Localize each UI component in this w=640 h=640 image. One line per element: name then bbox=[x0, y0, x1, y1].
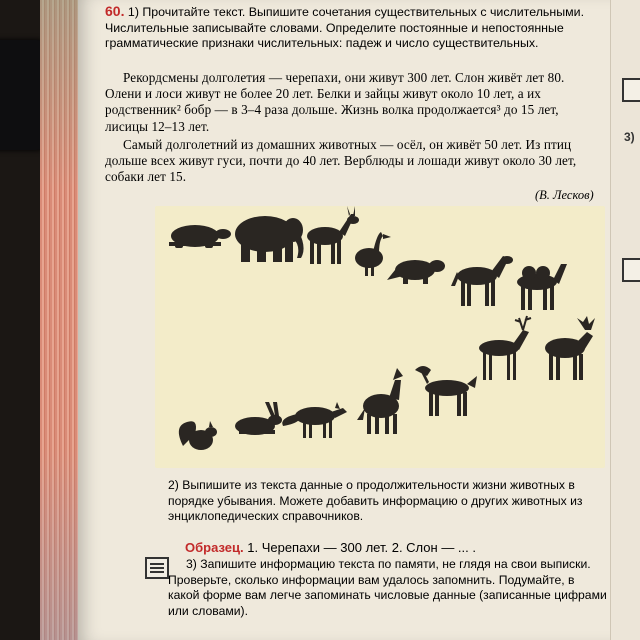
right-page-number: 3) bbox=[624, 130, 635, 144]
camel-icon bbox=[517, 264, 567, 310]
elephant-icon bbox=[235, 216, 304, 262]
story-text bbox=[105, 70, 590, 187]
author: (В. Лесков) bbox=[535, 188, 594, 202]
exercise-number: 60. bbox=[105, 3, 125, 19]
page-edges bbox=[40, 0, 80, 640]
sample-text: 1. Черепахи — 300 лет. 2. Слон — ... . bbox=[247, 540, 476, 555]
exercise-header bbox=[105, 4, 595, 52]
sample-line bbox=[185, 540, 476, 555]
task1-text: 1) Прочитайте текст. Выпишите сочетания существительных с числительными. Числительные записывайте словами. Определите постоянные и непостоянные грамматические признаки числительных: падеж и число существительных. bbox=[105, 5, 585, 50]
turtle-icon bbox=[169, 225, 231, 248]
story-paragraph: Рекордсмены долголетия — черепахи, они живут 300 лет. Слон живёт лет 80. Олени и лоси живут не более 20 лет. Белки и зайцы живут около 10 лет, а их родственник² бобр — в 3–4 раза дольше. Жизнь волка продолжается³ до 15 лет, лисицы 12–13 лет. bbox=[105, 70, 565, 134]
moose-icon bbox=[545, 316, 595, 380]
notebook-icon bbox=[145, 557, 169, 579]
right-page-icon bbox=[622, 78, 640, 102]
wolf-icon bbox=[357, 368, 403, 434]
beaver-icon bbox=[387, 260, 445, 284]
task2-text: 2) Выпишите из текста данные о продолжительности жизни животных в порядке убывания. Можете добавить информацию о других животных из энциклопедических справочников. bbox=[168, 478, 583, 523]
donkey-icon bbox=[307, 206, 359, 264]
goose-icon bbox=[355, 232, 391, 276]
sample-label: Образец. bbox=[185, 540, 244, 555]
dog-icon bbox=[415, 366, 477, 416]
squirrel-icon bbox=[179, 421, 217, 450]
task3-text bbox=[168, 557, 608, 619]
task3-body: 3) Запишите информацию текста по памяти, не глядя на свои выписки. Проверьте, сколько информации вам удалось запомнить. Подумайте, в какой форме вам легче запоминать числовые данные (записанные цифрами или словами). bbox=[168, 557, 607, 618]
right-page-icon bbox=[622, 258, 640, 282]
animal-illustration bbox=[155, 206, 605, 468]
deer-icon bbox=[479, 316, 531, 380]
hare-icon bbox=[235, 402, 282, 435]
story-paragraph: Самый долголетний из домашних животных — осёл, он живёт 50 лет. Из птиц дольше всех живут гуси, почти до 40 лет. Верблюды и лошади живут около 30 лет, собаки лет 15. bbox=[105, 136, 577, 185]
fox-icon bbox=[282, 402, 347, 438]
horse-icon bbox=[451, 256, 513, 306]
